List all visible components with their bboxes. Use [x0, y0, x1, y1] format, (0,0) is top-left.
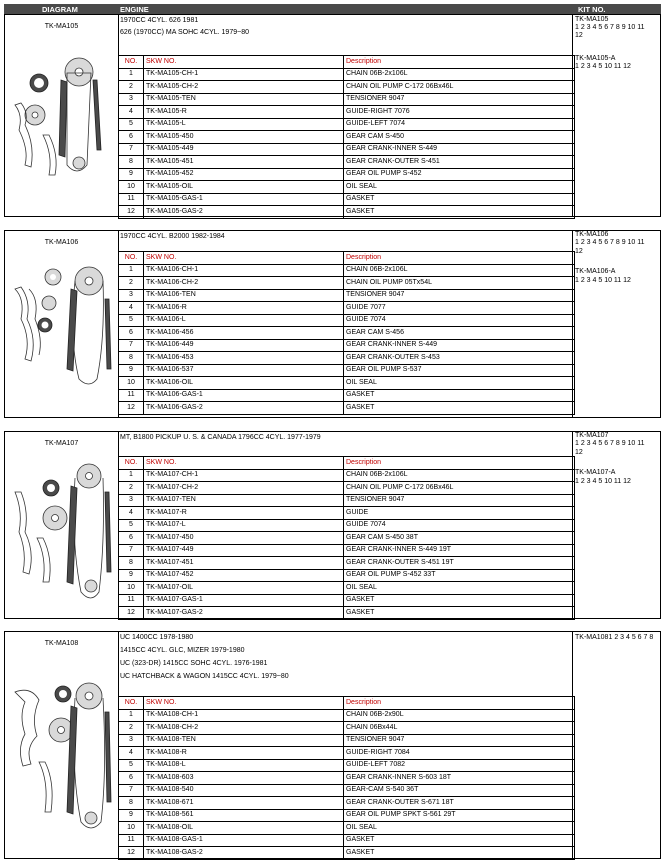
part-desc: CHAIN 06Bx44L — [344, 722, 575, 735]
sku-header: SKW NO. — [144, 56, 344, 69]
part-sku: TK-MA107-OIL — [144, 582, 344, 595]
table-row — [119, 797, 575, 810]
part-sku: TK-MA108-OIL — [144, 822, 344, 835]
part-sku: TK-MA107-451 — [144, 557, 344, 570]
engine-line: 1970CC 4CYL. B2000 1982-1984 — [120, 233, 225, 240]
kit-block-ma105 — [4, 14, 661, 217]
part-no: 5 — [119, 314, 144, 327]
table-row — [119, 544, 575, 557]
part-sku: TK-MA107-CH-2 — [144, 482, 344, 495]
parts-table — [118, 456, 575, 620]
part-no: 9 — [119, 809, 144, 822]
part-sku: TK-MA106-R — [144, 302, 344, 315]
part-desc: GASKET — [344, 834, 575, 847]
part-sku: TK-MA108-540 — [144, 784, 344, 797]
kit-no-cell — [572, 231, 660, 417]
engine-cell — [118, 632, 573, 858]
kit-code: TK-MA107 — [575, 432, 609, 439]
part-no: 2 — [119, 482, 144, 495]
kit-block-ma107 — [4, 431, 661, 619]
part-sku: TK-MA105-449 — [144, 143, 344, 156]
part-no: 4 — [119, 302, 144, 315]
diagram-cell — [5, 632, 119, 858]
part-sku: TK-MA106-537 — [144, 364, 344, 377]
part-desc: GASKET — [344, 402, 575, 415]
part-sku: TK-MA108-603 — [144, 772, 344, 785]
part-no: 10 — [119, 181, 144, 194]
part-no: 1 — [119, 709, 144, 722]
part-sku: TK-MA106-GAS-2 — [144, 402, 344, 415]
part-desc: GEAR CAM S-450 38T — [344, 532, 575, 545]
kit-code: TK-MA106-A — [575, 268, 616, 275]
table-row — [119, 277, 575, 290]
table-row — [119, 847, 575, 860]
table-row — [119, 131, 575, 144]
part-sku: TK-MA107-R — [144, 507, 344, 520]
kit-items: 1 2 3 4 5 10 11 12 — [575, 478, 631, 485]
kit-name: TK-MA105 — [44, 23, 79, 30]
parts-table — [118, 696, 575, 860]
diagram-cell — [5, 432, 119, 618]
part-desc: GEAR CRANK-OUTER S-451 19T — [344, 557, 575, 570]
kit-items: 1 2 3 4 5 6 7 8 9 10 11 — [575, 24, 645, 31]
part-sku: TK-MA106-TEN — [144, 289, 344, 302]
part-sku: TK-MA105-OIL — [144, 181, 344, 194]
table-row — [119, 482, 575, 495]
part-desc: CHAIN 06B-2x106L — [344, 68, 575, 81]
part-desc: CHAIN 06B-2x106L — [344, 469, 575, 482]
part-no: 5 — [119, 519, 144, 532]
kit-code: TK-MA105 — [575, 16, 609, 23]
engine-cell — [118, 15, 573, 216]
part-desc: GASKET — [344, 206, 575, 219]
engine-line: 1970CC 4CYL. 626 1981 — [120, 17, 199, 24]
kit-no-cell — [572, 632, 660, 858]
part-desc: GEAR OIL PUMP SPKT S-561 29T — [344, 809, 575, 822]
engine-line: UC 1400CC 1978-1980 — [120, 634, 194, 641]
kit-items: 1 2 3 4 5 6 7 8 9 10 11 — [575, 440, 645, 447]
part-sku: TK-MA108-TEN — [144, 734, 344, 747]
parts-table-header — [119, 457, 575, 470]
kit-name: TK-MA107 — [44, 440, 79, 447]
table-row — [119, 557, 575, 570]
table-row — [119, 143, 575, 156]
part-no: 7 — [119, 143, 144, 156]
part-desc: GEAR-CAM S-540 36T — [344, 784, 575, 797]
timing-kit-diagram-image — [9, 259, 114, 399]
part-desc: GASKET — [344, 847, 575, 860]
table-row — [119, 118, 575, 131]
part-no: 11 — [119, 594, 144, 607]
table-row — [119, 519, 575, 532]
part-desc: GUIDE — [344, 507, 575, 520]
part-sku: TK-MA105-CH-2 — [144, 81, 344, 94]
part-desc: GEAR CRANK-INNER S-449 — [344, 339, 575, 352]
parts-table-header — [119, 252, 575, 265]
part-desc: GUIDE-RIGHT 7084 — [344, 747, 575, 760]
part-sku: TK-MA106-L — [144, 314, 344, 327]
part-desc: GASKET — [344, 389, 575, 402]
part-sku: TK-MA105-TEN — [144, 93, 344, 106]
kit-code: TK-MA105-A — [575, 55, 616, 62]
engine-line: MT, B1800 PICKUP U. S. & CANADA 1796CC 4CYL. 1977-1979 — [120, 434, 321, 441]
desc-header: Description — [344, 457, 575, 470]
part-no: 1 — [119, 469, 144, 482]
no-header: NO. — [119, 697, 144, 710]
part-desc: CHAIN 06B-2x106L — [344, 264, 575, 277]
part-desc: GEAR OIL PUMP S-452 — [344, 168, 575, 181]
part-desc: OIL SEAL — [344, 582, 575, 595]
part-desc: GEAR CAM S-450 — [344, 131, 575, 144]
sku-header: SKW NO. — [144, 697, 344, 710]
table-row — [119, 68, 575, 81]
table-row — [119, 206, 575, 219]
table-row — [119, 106, 575, 119]
part-no: 4 — [119, 747, 144, 760]
table-row — [119, 352, 575, 365]
part-no: 7 — [119, 784, 144, 797]
kit-code: TK-MA106 — [575, 231, 609, 238]
column-header-bar — [4, 4, 661, 14]
engine-column-header: ENGINE — [120, 5, 149, 14]
part-sku: TK-MA105-R — [144, 106, 344, 119]
part-no: 9 — [119, 569, 144, 582]
part-no: 7 — [119, 339, 144, 352]
part-desc: GUIDE 7077 — [344, 302, 575, 315]
part-desc: CHAIN OIL PUMP C-172 06Bx46L — [344, 81, 575, 94]
table-row — [119, 181, 575, 194]
part-desc: GEAR CAM S-456 — [344, 327, 575, 340]
no-header: NO. — [119, 457, 144, 470]
part-no: 11 — [119, 834, 144, 847]
diagram-cell — [5, 231, 119, 417]
kit-items: 1 2 3 4 5 10 11 12 — [575, 63, 631, 70]
part-no: 10 — [119, 822, 144, 835]
parts-table-header — [119, 697, 575, 710]
part-no: 5 — [119, 759, 144, 772]
table-row — [119, 289, 575, 302]
part-no: 12 — [119, 206, 144, 219]
part-sku: TK-MA107-L — [144, 519, 344, 532]
part-desc: GUIDE-LEFT 7082 — [344, 759, 575, 772]
part-no: 6 — [119, 327, 144, 340]
part-no: 5 — [119, 118, 144, 131]
part-no: 12 — [119, 402, 144, 415]
diagram-column-header: DIAGRAM — [42, 5, 78, 14]
table-row — [119, 339, 575, 352]
table-row — [119, 193, 575, 206]
part-desc: TENSIONER 9047 — [344, 289, 575, 302]
part-sku: TK-MA108-R — [144, 747, 344, 760]
part-sku: TK-MA108-CH-1 — [144, 709, 344, 722]
part-sku: TK-MA106-456 — [144, 327, 344, 340]
part-desc: GEAR OIL PUMP S-452 33T — [344, 569, 575, 582]
engine-cell — [118, 231, 573, 417]
table-row — [119, 402, 575, 415]
table-row — [119, 93, 575, 106]
part-no: 9 — [119, 168, 144, 181]
table-row — [119, 264, 575, 277]
parts-table — [118, 251, 575, 415]
kit-items-extra: 12 — [575, 248, 583, 255]
part-sku: TK-MA106-OIL — [144, 377, 344, 390]
part-no: 1 — [119, 264, 144, 277]
part-sku: TK-MA108-561 — [144, 809, 344, 822]
desc-header: Description — [344, 697, 575, 710]
part-desc: OIL SEAL — [344, 377, 575, 390]
kit-code-line — [575, 634, 660, 642]
part-no: 8 — [119, 557, 144, 570]
part-desc: GEAR CRANK-INNER S-603 18T — [344, 772, 575, 785]
part-sku: TK-MA105-L — [144, 118, 344, 131]
table-row — [119, 734, 575, 747]
table-row — [119, 327, 575, 340]
part-no: 11 — [119, 193, 144, 206]
part-no: 1 — [119, 68, 144, 81]
table-row — [119, 507, 575, 520]
part-desc: CHAIN OIL PUMP 05Tx54L — [344, 277, 575, 290]
kit-code: TK-MA107-A — [575, 469, 616, 476]
diagram-cell — [5, 15, 119, 216]
sku-header: SKW NO. — [144, 252, 344, 265]
part-desc: OIL SEAL — [344, 822, 575, 835]
table-row — [119, 709, 575, 722]
part-sku: TK-MA105-CH-1 — [144, 68, 344, 81]
part-no: 2 — [119, 81, 144, 94]
part-sku: TK-MA105-452 — [144, 168, 344, 181]
part-no: 2 — [119, 722, 144, 735]
part-no: 12 — [119, 607, 144, 620]
table-row — [119, 377, 575, 390]
table-row — [119, 469, 575, 482]
part-no: 10 — [119, 377, 144, 390]
table-row — [119, 747, 575, 760]
table-row — [119, 569, 575, 582]
table-row — [119, 759, 575, 772]
part-desc: GUIDE-LEFT 7074 — [344, 118, 575, 131]
table-row — [119, 809, 575, 822]
part-no: 3 — [119, 494, 144, 507]
kit-name: TK-MA106 — [44, 239, 79, 246]
desc-header: Description — [344, 252, 575, 265]
table-row — [119, 834, 575, 847]
part-sku: TK-MA107-GAS-1 — [144, 594, 344, 607]
desc-header: Description — [344, 56, 575, 69]
table-row — [119, 364, 575, 377]
part-no: 6 — [119, 772, 144, 785]
timing-kit-diagram-image — [9, 462, 114, 612]
part-sku: TK-MA107-CH-1 — [144, 469, 344, 482]
no-header: NO. — [119, 56, 144, 69]
part-sku: TK-MA108-671 — [144, 797, 344, 810]
part-desc: CHAIN 06B-2x90L — [344, 709, 575, 722]
part-sku: TK-MA105-450 — [144, 131, 344, 144]
part-desc: GASKET — [344, 607, 575, 620]
table-row — [119, 772, 575, 785]
part-desc: GEAR CRANK-INNER S-449 — [344, 143, 575, 156]
part-sku: TK-MA107-TEN — [144, 494, 344, 507]
engine-line: UC (323-DR) 1415CC SOHC 4CYL. 1976-1981 — [120, 660, 268, 667]
part-no: 12 — [119, 847, 144, 860]
part-desc: GUIDE-RIGHT 7076 — [344, 106, 575, 119]
part-desc: CHAIN OIL PUMP C-172 06Bx46L — [344, 482, 575, 495]
sku-header: SKW NO. — [144, 457, 344, 470]
part-desc: OIL SEAL — [344, 181, 575, 194]
part-sku: TK-MA107-449 — [144, 544, 344, 557]
part-no: 11 — [119, 389, 144, 402]
part-desc: GASKET — [344, 193, 575, 206]
part-sku: TK-MA107-452 — [144, 569, 344, 582]
no-header: NO. — [119, 252, 144, 265]
part-no: 8 — [119, 797, 144, 810]
part-no: 9 — [119, 364, 144, 377]
table-row — [119, 168, 575, 181]
part-desc: GEAR CRANK-OUTER S-453 — [344, 352, 575, 365]
part-desc: TENSIONER 9047 — [344, 494, 575, 507]
kit-block-ma108 — [4, 631, 661, 859]
part-sku: TK-MA105-GAS-2 — [144, 206, 344, 219]
part-sku: TK-MA108-GAS-2 — [144, 847, 344, 860]
part-no: 7 — [119, 544, 144, 557]
part-sku: TK-MA108-CH-2 — [144, 722, 344, 735]
table-row — [119, 784, 575, 797]
kit-no-cell — [572, 432, 660, 618]
part-no: 3 — [119, 289, 144, 302]
part-no: 2 — [119, 277, 144, 290]
kit-items: 2 3 4 5 6 7 8 — [614, 634, 654, 641]
part-sku: TK-MA107-450 — [144, 532, 344, 545]
kit-items-extra: 12 — [575, 449, 583, 456]
kit-block-ma106 — [4, 230, 661, 418]
engine-line: UC HATCHBACK & WAGON 1415CC 4CYL. 1979~80 — [120, 673, 289, 680]
part-desc: TENSIONER 9047 — [344, 734, 575, 747]
part-sku: TK-MA105-451 — [144, 156, 344, 169]
kit-no-column-header: KIT NO. — [578, 5, 606, 14]
table-row — [119, 81, 575, 94]
part-no: 3 — [119, 93, 144, 106]
engine-line: 626 (1970CC) MA SOHC 4CYL. 1979~80 — [120, 29, 249, 36]
engine-line: 1415CC 4CYL. GLC, MIZER 1979-1980 — [120, 647, 245, 654]
table-row — [119, 314, 575, 327]
engine-cell — [118, 432, 573, 618]
part-desc: GEAR CRANK-OUTER S-451 — [344, 156, 575, 169]
part-sku: TK-MA106-453 — [144, 352, 344, 365]
part-sku: TK-MA108-GAS-1 — [144, 834, 344, 847]
part-sku: TK-MA106-CH-2 — [144, 277, 344, 290]
part-no: 10 — [119, 582, 144, 595]
part-sku: TK-MA106-CH-1 — [144, 264, 344, 277]
part-desc: TENSIONER 9047 — [344, 93, 575, 106]
table-row — [119, 722, 575, 735]
timing-kit-diagram-image — [9, 55, 114, 185]
part-sku: TK-MA108-L — [144, 759, 344, 772]
parts-table — [118, 55, 575, 219]
part-no: 3 — [119, 734, 144, 747]
part-sku: TK-MA105-GAS-1 — [144, 193, 344, 206]
part-no: 6 — [119, 131, 144, 144]
kit-code: TK-MA1081 — [575, 634, 613, 641]
part-no: 4 — [119, 106, 144, 119]
part-desc: GUIDE 7074 — [344, 519, 575, 532]
table-row — [119, 156, 575, 169]
part-sku: TK-MA107-GAS-2 — [144, 607, 344, 620]
part-desc: GASKET — [344, 594, 575, 607]
part-desc: GEAR OIL PUMP S-537 — [344, 364, 575, 377]
table-row — [119, 594, 575, 607]
part-desc: GEAR CRANK-INNER S-449 19T — [344, 544, 575, 557]
table-row — [119, 389, 575, 402]
part-desc: GUIDE 7074 — [344, 314, 575, 327]
part-no: 8 — [119, 156, 144, 169]
kit-no-cell — [572, 15, 660, 216]
part-no: 8 — [119, 352, 144, 365]
table-row — [119, 822, 575, 835]
table-row — [119, 302, 575, 315]
part-sku: TK-MA106-449 — [144, 339, 344, 352]
table-row — [119, 494, 575, 507]
timing-kit-diagram-image — [9, 672, 114, 852]
table-row — [119, 532, 575, 545]
part-no: 4 — [119, 507, 144, 520]
part-no: 6 — [119, 532, 144, 545]
part-sku: TK-MA106-GAS-1 — [144, 389, 344, 402]
kit-name: TK-MA108 — [44, 640, 79, 647]
part-desc: GEAR CRANK-OUTER S-671 18T — [344, 797, 575, 810]
kit-items: 1 2 3 4 5 6 7 8 9 10 11 — [575, 239, 645, 246]
table-row — [119, 582, 575, 595]
table-row — [119, 607, 575, 620]
kit-items: 1 2 3 4 5 10 11 12 — [575, 277, 631, 284]
kit-items-extra: 12 — [575, 32, 583, 39]
parts-table-header — [119, 56, 575, 69]
